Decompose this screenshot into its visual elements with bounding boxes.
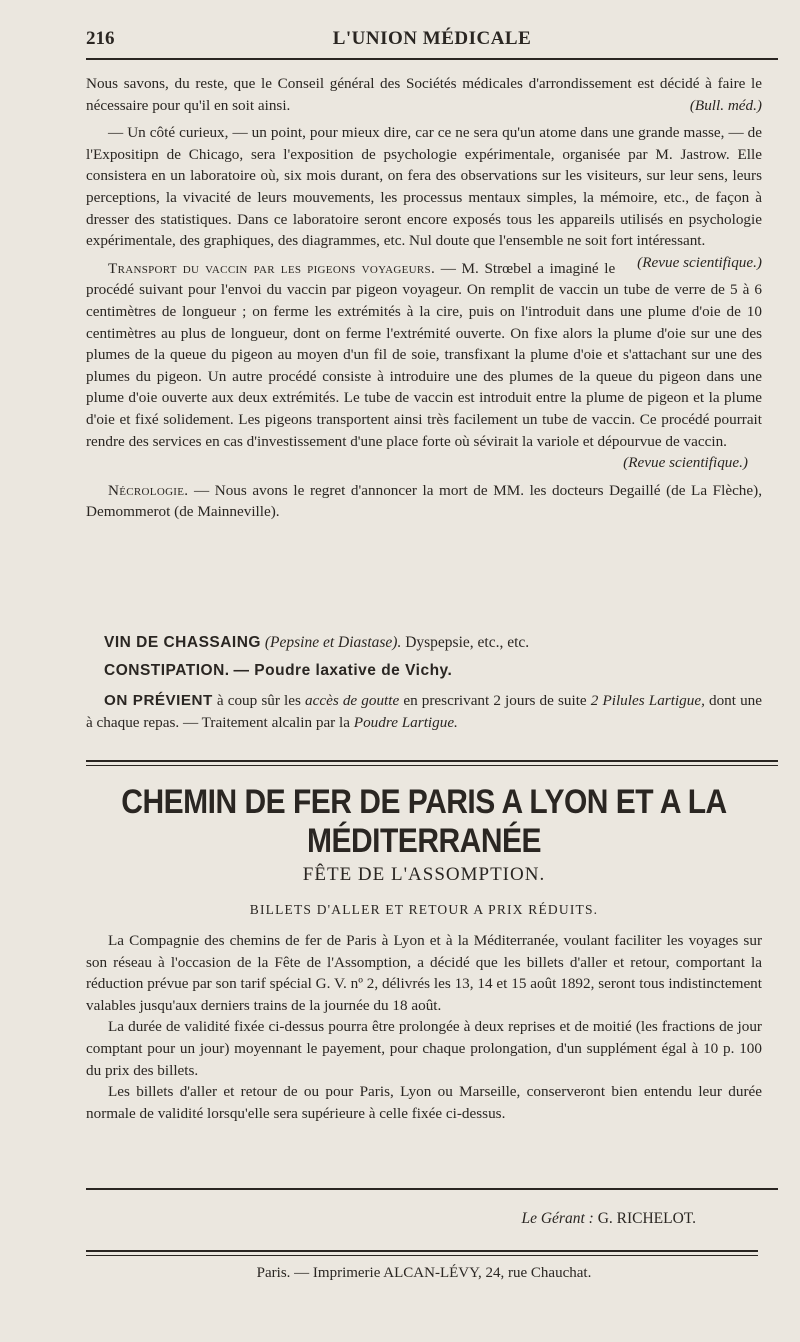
railway-paragraph-1: La Compagnie des chemins de fer de Paris à Lyon et à la Méditerranée, voulant faciliter les voyages sur son réseau à l'occasion de la Fête de l'Assomption, a décidé que les billets d'aller et retour, comportant la réduction prévue par son tarif spécial G. V. nº 2, délivrés les 13, 14 et 15 août 1892, seront tous indistinctement valables jusqu'aux derniers trains de la journée du 18 août.	[86, 932, 762, 1014]
article-transport-source: (Revue scientifique.)	[623, 454, 748, 472]
ad-constipation-name: CONSTIPATION.	[104, 662, 230, 679]
ad-constipation	[104, 660, 764, 682]
section-rule-top-1	[86, 760, 778, 762]
ad-lartigue-goutte: accès de goutte	[305, 692, 400, 709]
railway-subtitle: FÊTE DE L'ASSOMPTION.	[302, 864, 546, 885]
signature	[86, 1210, 696, 1228]
ad-vin-chassaing	[104, 632, 764, 654]
imprint: Paris. — Imprimerie ALCAN-LÉVY, 24, rue Chauchat.	[256, 1265, 592, 1281]
railway-tickets-heading: BILLETS D'ALLER ET RETOUR A PRIX RÉDUITS.	[249, 902, 599, 917]
railway-paragraph-3: Les billets d'aller et retour de ou pour Paris, Lyon ou Marseille, conserveront bien entendu leur durée normale de validité lorsqu'elle sera supérieure à celle fixée ci-dessus.	[86, 1083, 762, 1122]
ad-lartigue-pilules: 2 Pilules Lartigue,	[590, 692, 705, 709]
section-rule-bottom	[86, 1188, 778, 1190]
journal-title: L'UNION MÉDICALE	[332, 28, 532, 49]
article-transport-text: — M. Strœbel a imaginé le procédé suivant pour l'envoi du vaccin par pigeon voyageur. On remplit de vaccin un tube de verre de 5 à 6 centimètres de longueur ; on ferme les extrémités à la cire, puis on l'introduit dans une plume d'oie de 10 centimètres au plus de longueur, dont on ferme l'extrémité ouverte. On fixe alors la plume d'oie sur une des plumes de la queue du pigeon au moyen d'un fil de soie, transfixant la plume d'oie et s'attachant sur une des plumes du pigeon. Un autre procédé consiste à introduire une des plumes de la queue du pigeon dans une plume d'oie ouverte aux deux extrémités. Le tube de vaccin est introduit entre la plume de pigeon et la plume d'oie et fixé solidement. Les pigeons transportent ainsi très facilement un tube de vaccin. Ce procédé pourrait rendre des services en cas d'investissement d'une place forte où sévirait la variole et dépourvue de vaccin.	[86, 259, 762, 450]
article-necrologie	[86, 480, 762, 523]
article-conseil	[86, 73, 762, 116]
railway-notice	[86, 930, 762, 1124]
article-chicago-text: — Un côté curieux, — un point, pour mieux dire, car ce ne sera qu'un atome dans une grande masse, — de l'Expositipn de Chicago, sera l'exposition de psychologie expérimentale, organisée par M. Jastrow. Elle consistera en un laboratoire où, six mois durant, on fera des observations sur les visiteurs, sur leur sens, leurs perceptions, la vivacité de leurs mouvements, les processus mentaux simples, la mémoire, etc., de façon à dresser des statistiques. Dans ce laboratoire seront encore exposés tous les appareils utilisés en psychologie expérimentale, des graphiques, des diagrammes, etc. Nul doute que l'ensemble ne soit fort intéressant.	[86, 124, 762, 250]
article-transport	[86, 258, 762, 452]
ad-constipation-product: — Poudre laxative de Vichy.	[233, 662, 453, 679]
article-chicago-source: (Revue scientifique.)	[637, 253, 762, 271]
page-number: 216	[86, 28, 115, 49]
footer-rule-2	[86, 1255, 758, 1256]
ad-lartigue-lead: ON PRÉVIENT	[104, 692, 213, 709]
gerant-label: Le Gérant :	[521, 1210, 594, 1227]
ad-lartigue-paragraph	[86, 690, 762, 733]
running-head	[86, 24, 778, 54]
railway-title: CHEMIN DE FER DE PARIS A LYON ET A LA MÉDITERRANÉE	[121, 782, 727, 860]
ad-lartigue-text-b: en prescrivant 2 jours de suite	[403, 692, 587, 709]
article-conseil-text: Nous savons, du reste, que le Conseil général des Sociétés médicales d'arrondissement est décidé à faire le nécessaire pour qu'il en soit ainsi.	[86, 75, 762, 114]
article-necrologie-heading: Nécrologie.	[108, 481, 189, 499]
ad-lartigue-text-c: dont une à chaque repas. — Traitement alcalin par la	[86, 692, 763, 731]
ad-vin-use: Dyspepsie, etc., etc.	[405, 634, 530, 651]
section-rule-top-2	[86, 765, 778, 766]
footer-rule-1	[86, 1250, 758, 1252]
header-rule	[86, 58, 778, 60]
ad-lartigue-poudre: Poudre Lartigue.	[353, 713, 458, 731]
railway-paragraph-2: La durée de validité fixée ci-dessus pourra être prolongée à deux reprises et de moitié (les fractions de jour comptant pour un jour) moyennant le payement, pour chaque prolongation, d'un supplément égal à 10 p. 100 du prix des billets.	[86, 1018, 762, 1079]
ad-lartigue-text-a: à coup sûr les	[216, 692, 301, 709]
ad-lartigue	[86, 690, 762, 733]
article-transport-heading: Transport du vaccin par les pigeons voyageurs.	[108, 259, 436, 277]
article-conseil-source: (Bull. méd.)	[689, 96, 762, 114]
article-necrologie-text: — Nous avons le regret d'annoncer la mort de MM. les docteurs Degaillé (de La Flèche), Demommerot (de Mainneville).	[86, 481, 762, 521]
gerant-name: G. RICHELOT.	[597, 1210, 696, 1227]
ad-vin-ingredients: (Pepsine et Diastase).	[264, 634, 402, 651]
ad-vin-name: VIN DE CHASSAING	[104, 634, 261, 651]
news-column	[86, 73, 762, 523]
